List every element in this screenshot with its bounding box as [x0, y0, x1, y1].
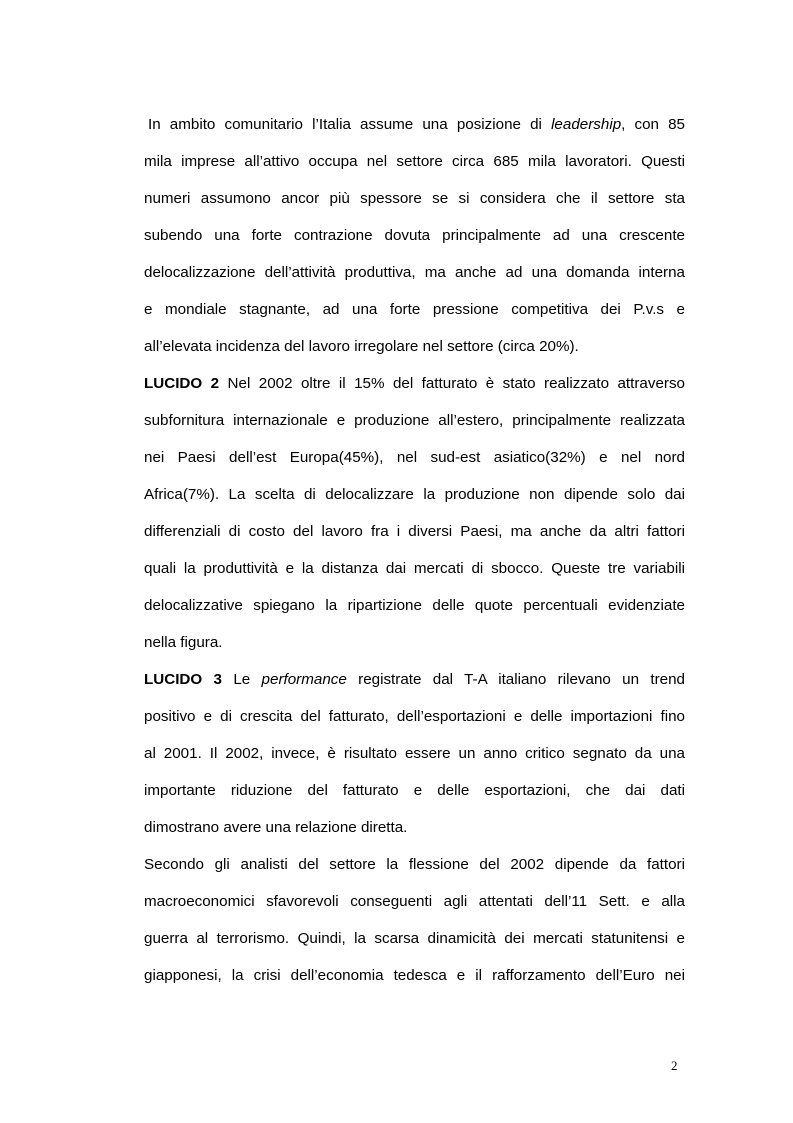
text-line	[144, 667, 685, 704]
text-line	[144, 371, 685, 408]
text-line	[144, 630, 685, 667]
text-run: quali la produttività e la distanza dai mercati di sbocco. Queste tre variabili	[144, 560, 685, 577]
text-run: delocalizzazione dell’attività produttiva, ma anche ad una domanda interna	[144, 264, 685, 281]
text-line	[144, 889, 685, 926]
text-run: Secondo gli analisti del settore la flessione del 2002 dipende da fattori	[144, 856, 685, 873]
text-line	[144, 704, 685, 741]
text-line	[144, 926, 685, 963]
text-line	[144, 260, 685, 297]
text-run: Le	[222, 671, 262, 688]
text-line	[144, 741, 685, 778]
page-number: 2	[671, 1058, 678, 1073]
italic-term: performance	[261, 671, 347, 688]
text-run: mila imprese all’attivo occupa nel settore circa 685 mila lavoratori. Questi	[144, 153, 685, 170]
text-run: nei Paesi dell’est Europa(45%), nel sud-est asiatico(32%) e nel nord	[144, 449, 685, 466]
text-run: all’elevata incidenza del lavoro irregolare nel settore (circa 20%).	[144, 338, 579, 355]
paragraph	[144, 852, 685, 1000]
text-run: macroeconomici sfavorevoli conseguenti agli attentati dell’11 Sett. e alla	[144, 893, 685, 910]
paragraph	[144, 667, 685, 852]
text-run: subfornitura internazionale e produzione all’estero, principalmente realizzata	[144, 412, 685, 429]
text-line	[144, 297, 685, 334]
text-line	[144, 482, 685, 519]
text-line	[144, 223, 685, 260]
text-line	[144, 112, 685, 149]
text-run: al 2001. Il 2002, invece, è risultato essere un anno critico segnato da una	[144, 745, 685, 762]
text-run: e mondiale stagnante, ad una forte pressione competitiva dei P.v.s e	[144, 301, 685, 318]
text-run: , con 85	[621, 116, 685, 133]
paragraph	[144, 371, 685, 667]
text-run: subendo una forte contrazione dovuta principalmente ad una crescente	[144, 227, 685, 244]
italic-term: leadership	[551, 116, 622, 133]
bold-label: LUCIDO 3	[144, 671, 222, 688]
text-run: giapponesi, la crisi dell’economia tedesca e il rafforzamento dell’Euro nei	[144, 967, 685, 984]
text-run: In ambito comunitario l’Italia assume una posizione di	[148, 116, 552, 133]
text-run: Africa(7%). La scelta di delocalizzare la produzione non dipende solo dai	[144, 486, 685, 503]
text-run: registrate dal T-A italiano rilevano un trend	[346, 671, 685, 688]
text-run: guerra al terrorismo. Quindi, la scarsa dinamicità dei mercati statunitensi e	[144, 930, 685, 947]
text-line	[144, 149, 685, 186]
bold-label: LUCIDO 2	[144, 375, 220, 392]
text-line	[144, 408, 685, 445]
text-line	[144, 445, 685, 482]
paragraph	[144, 112, 685, 371]
text-run: dimostrano avere una relazione diretta.	[144, 819, 408, 836]
text-line	[144, 519, 685, 556]
text-run: Nel 2002 oltre il 15% del fatturato è stato realizzato attraverso	[219, 375, 685, 392]
text-line	[144, 815, 685, 852]
text-run: numeri assumono ancor più spessore se si considera che il settore sta	[144, 190, 685, 207]
text-line	[144, 186, 685, 223]
text-line	[144, 556, 685, 593]
text-run: positivo e di crescita del fatturato, dell’esportazioni e delle importazioni fino	[144, 708, 685, 725]
text-line	[144, 593, 685, 630]
text-run: delocalizzative spiegano la ripartizione delle quote percentuali evidenziate	[144, 597, 685, 614]
text-line	[144, 778, 685, 815]
text-run: differenziali di costo del lavoro fra i diversi Paesi, ma anche da altri fattori	[144, 523, 685, 540]
text-run: nella figura.	[144, 634, 223, 651]
text-line	[144, 963, 685, 1000]
text-line	[144, 852, 685, 889]
body-text	[144, 112, 685, 1000]
text-run: importante riduzione del fatturato e delle esportazioni, che dai dati	[144, 782, 685, 799]
text-line	[144, 334, 685, 371]
